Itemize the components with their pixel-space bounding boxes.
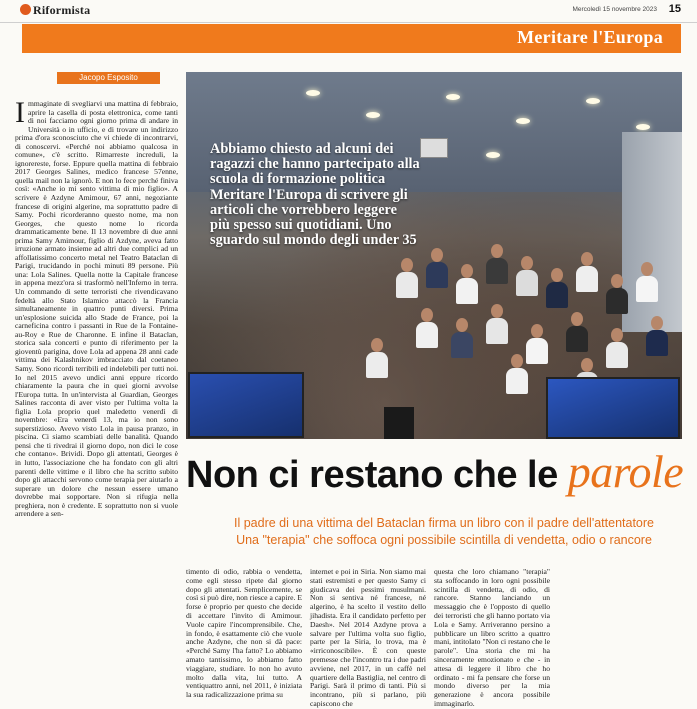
section-title: Meritare l'Europa	[517, 27, 663, 47]
body-column-text: questa che loro chiamano "terapia" sta soffocando in loro ogni possibile scintilla di vendetta, di odio, di rancore. Stanno lanciando un messaggio che è l'opposto di quello dei terroristi che gli hanno portato via Lola e Samy. Arriveranno persino a pubblicare un libro scritto a quattro mani, intitolato "Non ci restano che le parole". Una storia che mi ha sinceramente emozionato e che - in attesa di leggere il libro che ho ordinato - mi fa pensare che forse un mondo diverso per la mia generazione è ancora possibile immaginarlo.	[434, 567, 550, 708]
ceiling-light-icon	[636, 124, 650, 130]
brand-logo-icon	[20, 4, 31, 15]
body-column-2	[310, 567, 426, 708]
speaker-icon	[384, 407, 414, 439]
subheadline-line-2: Una "terapia" che soffoca ogni possibile scintilla di vendetta, odio o rancore	[236, 533, 652, 547]
presentation-screen-left	[188, 372, 304, 438]
ceiling-light-icon	[446, 94, 460, 100]
issue-date: Mercoledì 15 novembre 2023	[572, 6, 657, 13]
body-column-text: internet e poi in Siria. Non siamo mai stati estremisti e per questo Samy ci giudicava dei pessimi musulmani. Non si sentiva né francese, né algerino, è ha scelto il vestito dello jihadista. Era il candidato perfetto per Daesh». Nel 2014 Azdyne prova a salvare per l'ultima volta suo figlio, parte per la Siria, lo trova, ma è «irriconoscibile». È con queste premesse che l'incontro tra i due padri avviene, nel 2017, in un caffè nel quartiere della Bastiglia, nel centro di Parigi. Sarà il primo di tanti. Più si incontrano, più si parlano, più capiscono che	[310, 567, 426, 708]
section-banner	[22, 24, 681, 53]
body-column-text: timento di odio, rabbia o vendetta, come egli stesso ripete dal giorno dopo gli attentati. Semplicemente, se così si può dire, non riesce a capire. E forse è proprio per questo che decide di accettare l'invito di Amimour. Vuole capire l'incomprensibile. Che, in fondo, è esattamente ciò che vuole anche Azdyne, che non si dà pace: «Perché Samy l'ha fatto? Lo abbiamo amato tantissimo, lo abbiamo fatto viaggiare, studiare. Io non ho avuto molto dalla vita, lui tutto. A ventiquattro anni, nel 2011, è iniziata la sua radicalizzazione prima su	[186, 567, 302, 700]
presentation-screen-right	[546, 377, 680, 439]
ceiling-light-icon	[586, 98, 600, 104]
headline-accent: parole	[567, 446, 684, 497]
drop-cap: I	[15, 96, 25, 129]
subheadline-line-1: Il padre di una vittima del Bataclan firma un libro con il padre dell'attentatore	[234, 516, 654, 530]
photo-caption: Abbiamo chiesto ad alcuni dei ragazzi che hanno partecipato alla scuola di formazione politica Meritare l'Europa di scrivere gli articoli che vorrebbero leggere più spesso sui quotidiani. Uno sguardo sul mondo degli under 35	[210, 141, 420, 249]
page-number: 15	[668, 3, 681, 15]
ceiling-light-icon	[366, 112, 380, 118]
article-body-columns	[186, 567, 682, 708]
author-byline: Jacopo Esposito	[57, 72, 160, 84]
newspaper-brand	[20, 3, 90, 18]
body-column-3	[434, 567, 550, 708]
ceiling-light-icon	[306, 90, 320, 96]
article-left-column	[15, 96, 178, 700]
body-column-1	[186, 568, 302, 700]
event-group-photo	[186, 72, 682, 439]
projector-icon	[420, 138, 448, 158]
article-headline	[186, 446, 686, 500]
ceiling-light-icon	[516, 118, 530, 124]
ceiling-light-icon	[486, 152, 500, 158]
masthead-bar	[0, 0, 697, 23]
left-column-text: mmaginate di svegliarvi una mattina di febbraio, aprire la casella di posta elettronica, come tanti di noi facciamo ogni giorno prima di andare in Università o in ufficio, e di trovare un indirizzo prima d'ora sconosciuto che vi chiede di incontrarvi, di conoscervi. «Perché noi abbiamo qualcosa in comune», c'è scritto. Rimarreste increduli, la ignorereste, forse. Eppure quella mattina di febbraio 2017 Georges Salines, medico francese 57enne, quella mail non la ignorò. E non lo fece perché finiva così: «Anche io mi sento vittima di mio figlio». A scrivere è Azdyne Amimour, 67 anni, negoziante francese di origini algerine, ma soprattutto padre di Samy. Pochi ricorderanno questo nome, ma non Georges, che questo nome lo ricorda drammaticamente bene. Il 13 novembre di due anni prima Samy Amimour, figlio di Azdyne, aveva fatto irruzione armato insieme ad altri due complici ad un affollatissimo concerto metal nel Teatro Bataclan di Parigi, trucidando in pochi minuti 89 persone. Più una: Lola Salines. Quella notte la Capitale francese in appena mezz'ora si trasformò nell'Inferno in terra. Un commando di sette terroristi che rivendicavano fedeltà allo Stato Islamico attaccò la Francia simultaneamente in quattro punti diversi. Prima un'esplosione suicida allo Stade de France, poi la carneficina contro i passanti in Rue de la Fontaine-au-Roy e Rue de Charonne. E infine il Bataclan, storica sala concerti e punto di riferimento per la gioventù parigina, dove Lola ad appena 28 anni cade vittima dei Kalashnikov imbracciato dal coetaneo Samy. Sono ricordi terribili ed indelebili per tutti noi. Io nel 2015 avevo undici anni eppure ricordo chiaramente la paura che in quei giorni avvolse l'Europa tutta. In un'intervista al Guardian, Georges Salines racconta di aver visto per l'ultima volta la figlia Lola proprio quel maledetto venerdì di novembre: «Era venerdì 13, ma io non sono superstizioso. Avevo visto Lola in pausa pranzo, in piscina. Ci siamo scambiati delle banalità. Quando pensi che ti rivedrai il giorno dopo, non dici le cose che contano». Brividi. Dopo gli attentati, Georges è in lutto, l'associazione che ha fondato con gli altri parenti delle vittime e il libro che ha scritto subito dopo gli attacchi servono come terapia per aiutarlo a superare un dolore che nessun essere umano dovrebbe mai sopportare. Non si rifugia nella preghiera, non è credente. E soprattutto non si vuole arrendere a sen-	[15, 99, 178, 519]
brand-name: Riformista	[33, 3, 91, 17]
headline-main: Non ci restano che le	[186, 454, 558, 496]
